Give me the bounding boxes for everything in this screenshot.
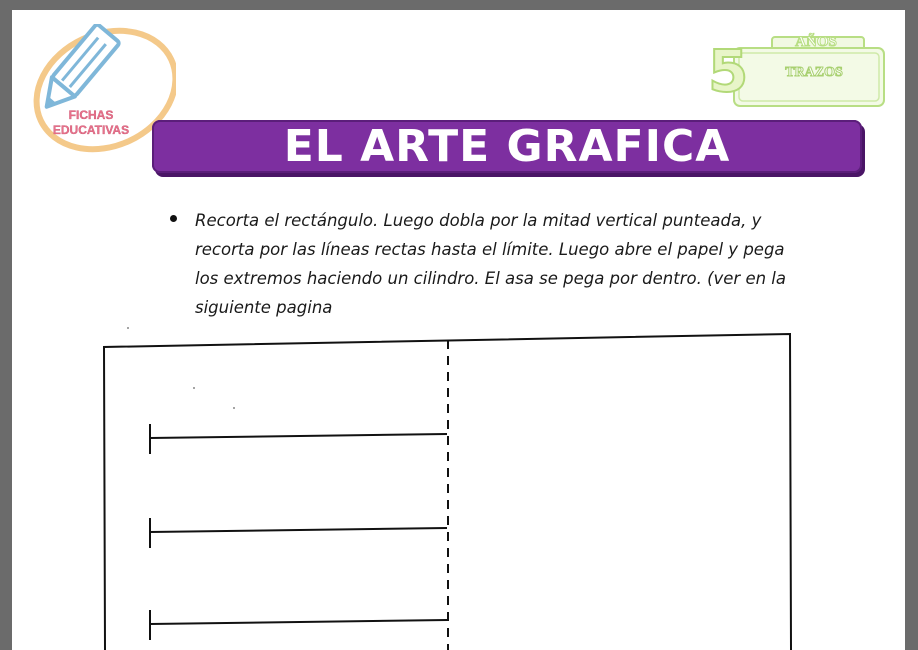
cut-line (150, 610, 447, 640)
age-badge (704, 32, 889, 112)
cut-line (150, 518, 447, 548)
badge-age-number: 5 (708, 37, 749, 105)
bullet-icon (170, 215, 177, 222)
cut-line (150, 424, 447, 454)
instructions-list (170, 206, 790, 322)
badge-years: AÑOS (795, 34, 837, 50)
logo-text-line2: EDUCATIVAS (52, 123, 130, 137)
instruction-text: Recorta el rectángulo. Luego dobla por la mitad vertical punteada, y recorta por las líneas rectas hasta el límite. Luego abre el papel y pega los extremos haciendo un cilindro. El asa se pega por dentro. (ver en la siguiente pagina (195, 211, 786, 317)
list-item (170, 206, 790, 322)
worksheet-page (12, 10, 905, 650)
page-title: EL ARTE GRAFICA (283, 121, 731, 172)
badge-label: TRAZOS (785, 65, 843, 80)
title-banner (152, 120, 862, 173)
logo-text-line1: FICHAS (68, 108, 114, 122)
